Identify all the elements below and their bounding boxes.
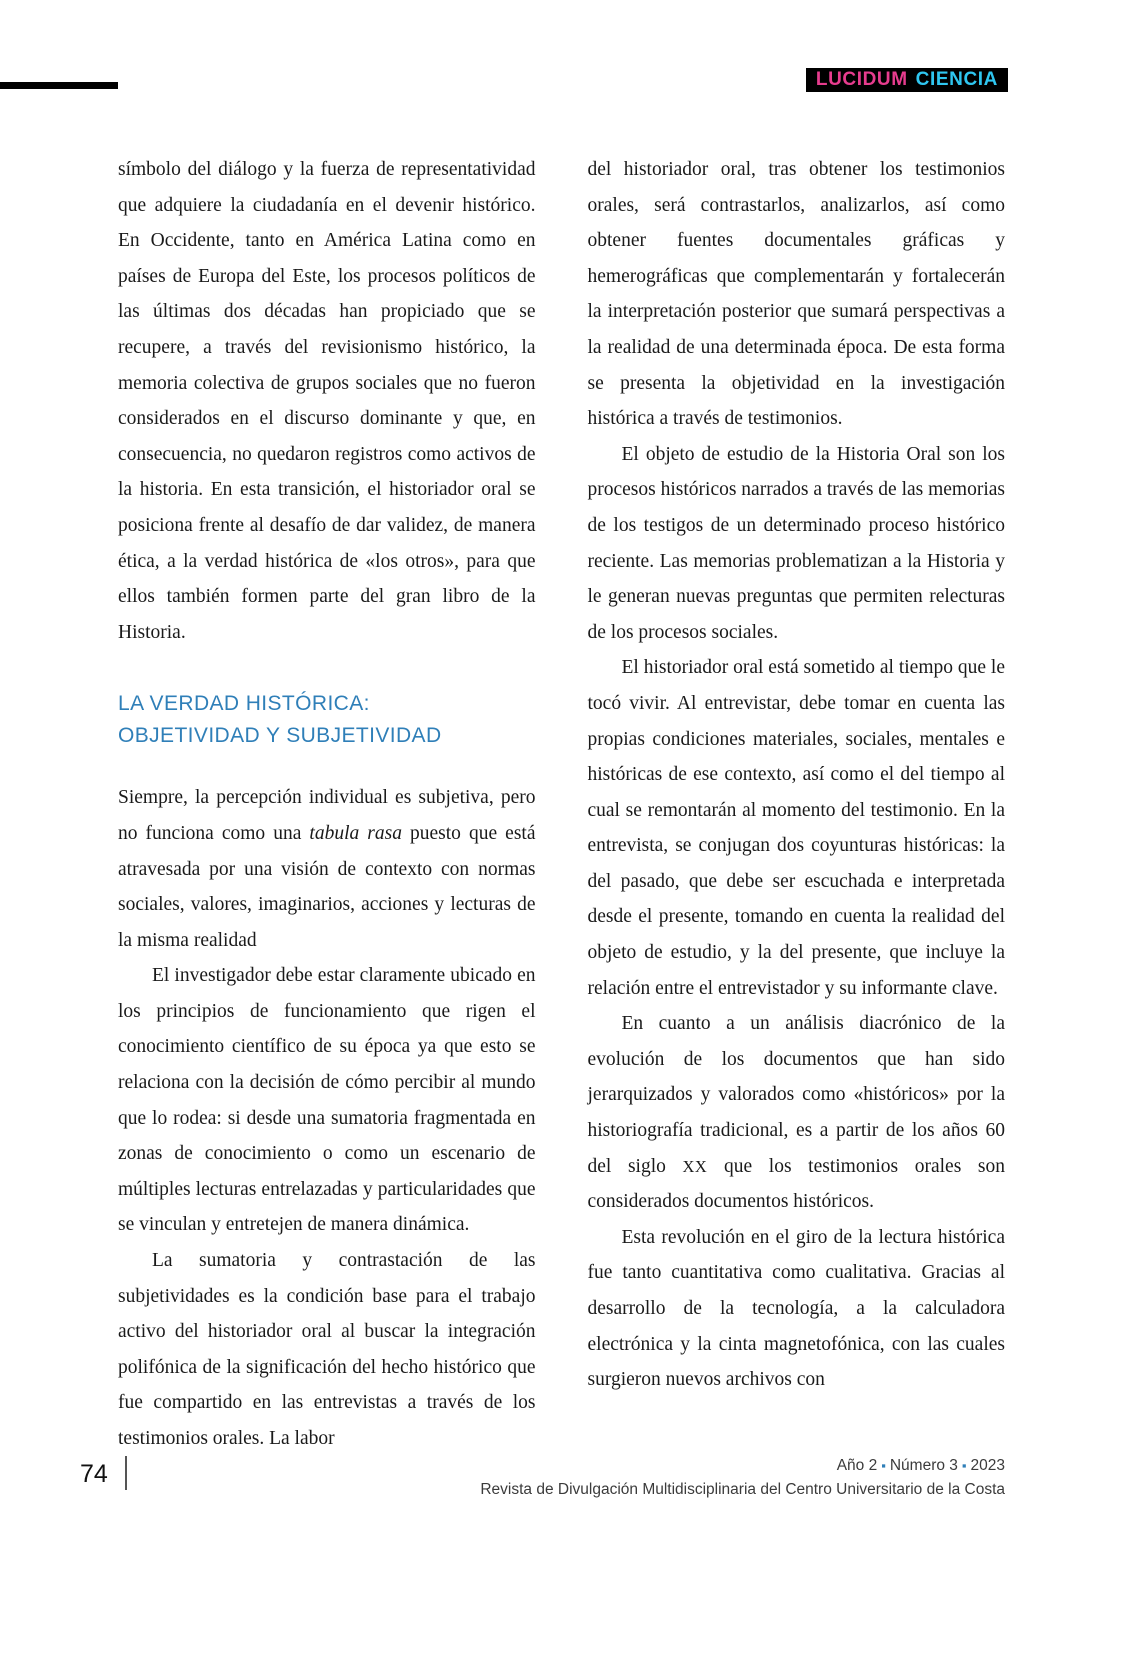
paragraph-text-part: En cuanto a un análisis diacrónico de la evolución de los documentos que han sido jerarquizados y valorados como «históricos» por la historiografía tradicional, es a partir de los años 60 del siglo [587, 1013, 1005, 1177]
badge-word-lucidum: LUCIDUM [815, 69, 908, 90]
separator-icon: ▪ [881, 1458, 886, 1473]
paragraph: El investigador debe estar claramente ubicado en los principios de funcionamiento que rigen el conocimiento científico de su época ya que esto se relaciona con la decisión de cómo percibir al mundo que lo rodea: si desde una sumatoria fragmentada en zonas de conocimiento o como un escenario de múltiples lecturas entrelazadas y particularidades que se vinculan y entretejen de manera dinámica. [118, 965, 536, 1236]
page-number: 74 [80, 1460, 108, 1488]
publication-line: Revista de Divulgación Multidisciplinaria del Centro Universitario de la Costa [480, 1481, 1005, 1498]
paragraph-text-part: Siempre, la percepción individual es subjetiva, pero no funciona como una [118, 787, 536, 844]
paragraph [118, 780, 536, 958]
section-heading-line-2: OBJETIVIDAD Y SUBJETIVIDAD [118, 724, 442, 748]
paragraph: La sumatoria y contrastación de las subjetividades es la condición base para el trabajo activo del historiador oral al buscar la integración polifónica de la significación del hecho histórico que fue compartido en las entrevistas a través de los testimonios orales. La labor [118, 1250, 536, 1449]
section-heading [118, 688, 536, 752]
header-rule [0, 82, 118, 89]
issue-line [480, 1454, 1005, 1478]
separator-icon: ▪ [961, 1458, 967, 1473]
badge-word-ciencia: CIENCIA [915, 69, 998, 90]
issue-year-value: 2023 [970, 1457, 1005, 1474]
paragraph: Esta revolución en el giro de la lectura histórica fue tanto cuantitativa como cualitativa. Gracias al desarrollo de la tecnología, a la calculadora electrónica y la cinta magnetofónica, con las cuales surgieron nuevos archivos con [587, 1226, 1005, 1391]
paragraph: El historiador oral está sometido al tiempo que le tocó vivir. Al entrevistar, debe tomar en cuenta las propias condiciones materiales, sociales, mentales e históricas de ese contexto, así como el del tiempo al cual se remontarán al momento del testimonio. En la entrevista, se conjugan dos coyunturas históricas: la del pasado, que debe ser escuchada e interpretada desde el presente, tomando en cuenta la realidad del objeto de estudio, y la del presente, que incluye la relación entre el entrevistador y su informante clave. [587, 657, 1005, 999]
left-column [118, 152, 536, 1457]
issue-number: Número 3 [889, 1457, 958, 1474]
italic-term: tabula rasa [309, 822, 402, 844]
folio-divider [125, 1456, 127, 1490]
article-body [118, 152, 1005, 1457]
paragraph: El objeto de estudio de la Historia Oral son los procesos históricos narrados a través de las memorias de los testigos de un determinado proceso histórico reciente. Las memorias problematizan a la Historia y le generan nuevas preguntas que permiten relecturas de los procesos sociales. [587, 443, 1005, 643]
page-footer [80, 1454, 1005, 1506]
issue-year: Año 2 [836, 1457, 878, 1474]
right-column [588, 152, 1006, 1457]
page-header [0, 68, 1123, 92]
paragraph: del historiador oral, tras obtener los testimonios orales, será contrastarlos, analizarlos, así como obtener fuentes documentales gráficas y hemerográficas que complementarán y fortalecerán la interpretación posterior que sumará perspectivas a la realidad de una determinada época. De esta forma se presenta la objetividad en la investigación histórica a través de testimonios. [587, 159, 1005, 430]
magazine-title-badge [806, 68, 1008, 92]
paragraph [588, 1006, 1006, 1220]
small-caps-century: XX [682, 1156, 708, 1176]
paragraph-text-part: puesto que está atravesada por una visión de contexto con normas sociales, valores, imaginarios, acciones y lecturas de la misma realidad [118, 822, 536, 951]
footer-issue-info [480, 1454, 1005, 1502]
section-heading-line-1: LA VERDAD HISTÓRICA: [118, 692, 370, 716]
paragraph: símbolo del diálogo y la fuerza de representatividad que adquiere la ciudadanía en el devenir histórico. En Occidente, tanto en América Latina como en países de Europa del Este, los procesos políticos de las últimas dos décadas han propiciado que se recupere, a través del revisionismo histórico, la memoria colectiva de grupos sociales que no fueron considerados en el discurso dominante y que, en consecuencia, no quedaron registros como activos de la historia. En esta transición, el historiador oral se posiciona frente al desafío de dar validez, de manera ética, a la verdad histórica de «los otros», para que ellos también formen parte del gran libro de la Historia. [118, 159, 536, 643]
paragraph-text-part: que los testimonios orales son considerados documentos históricos. [587, 1155, 1005, 1213]
